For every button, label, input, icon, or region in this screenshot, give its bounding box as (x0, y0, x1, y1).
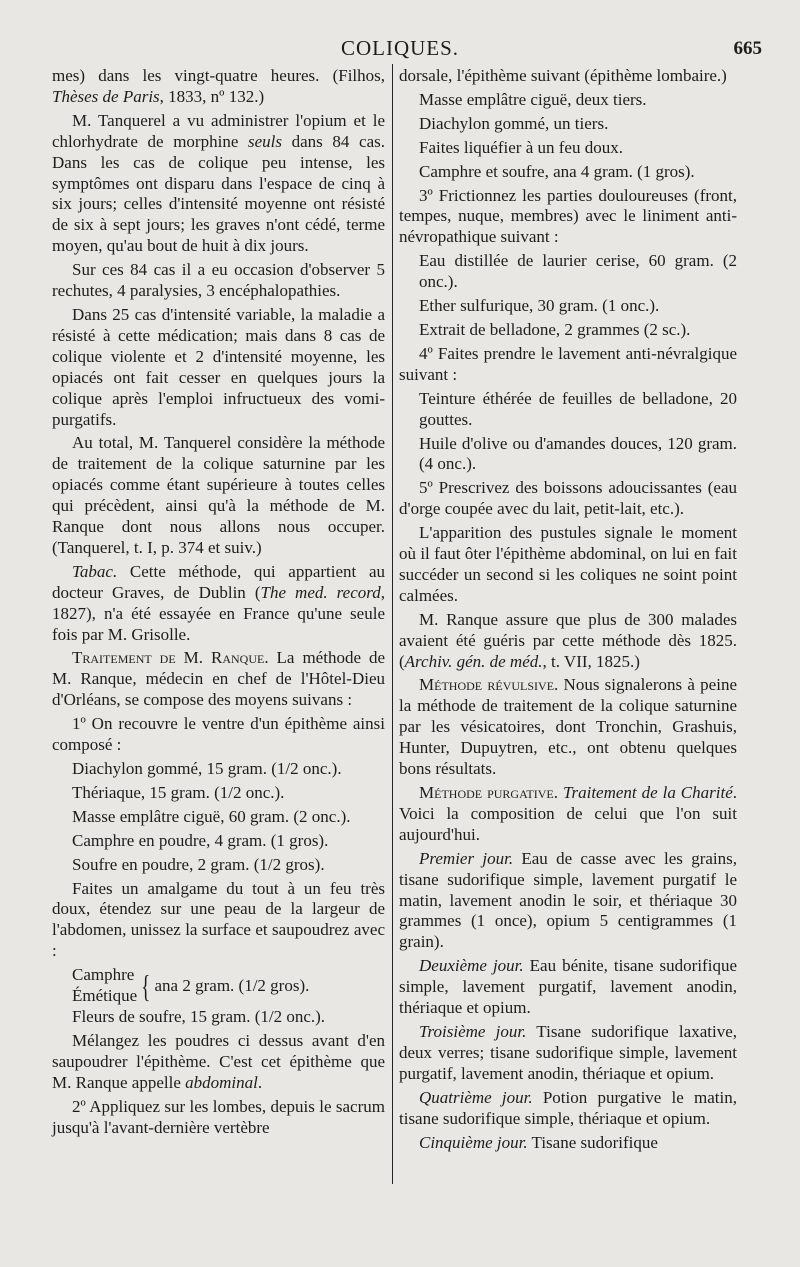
italic-text: Deuxième jour. (419, 956, 524, 976)
paragraph (52, 648, 385, 711)
text-run: 2º Appliquez sur les lombes, depuis le sacrum jusqu'à l'avant-dernière vertèbre (52, 1096, 385, 1137)
right-column (399, 66, 737, 1156)
paragraph (52, 1031, 385, 1094)
text-run: , t. VII, 1825.) (542, 651, 640, 671)
paragraph (52, 305, 385, 430)
text-run: Eau distillée de laurier cerise, 60 gram. (2 onc.). (419, 251, 737, 292)
paragraph (52, 433, 385, 558)
text-run: , 1827), n'a été essayée en France qu'une seule fois par M. Grisolle. (52, 582, 385, 644)
text-run: . Voici la composition de celui que l'on suit aujourd'hui. (399, 783, 737, 844)
recipe-line (52, 807, 385, 828)
text-run: Camphre et soufre, ana 4 gram. (1 gros). (419, 161, 695, 181)
recipe-line (52, 855, 385, 876)
text-run: Huile d'olive ou d'amandes douces, 120 gram. (4 onc.). (419, 433, 737, 474)
recipe-line (399, 114, 737, 135)
text-run: 5º Prescrivez des boissons adoucissantes (eau d'orge coupée avec du lait, petit-lait, etc.). (399, 478, 737, 519)
text-run: , 1833, nº 132.) (159, 86, 265, 106)
recipe-line (399, 251, 737, 293)
text-run: mes) dans les vingt-quatre heures. (Filhos, (52, 66, 385, 85)
italic-text: Traitement de la Charité (562, 783, 733, 802)
italic-text: Tabac. (72, 561, 118, 581)
recipe-line (399, 162, 737, 183)
text-run: Masse emplâtre ciguë, deux tiers. (419, 89, 647, 109)
smallcaps-heading: Méthode purgative. (419, 783, 558, 802)
paragraph (52, 260, 385, 302)
text-run: Tisane sudorifique laxative, deux verres; tisane sudorifique simple, lavement purgatif, lavement anodin, thériaque et opium. (399, 1021, 737, 1083)
formula-dose: ana 2 gram. (1/2 gros). (154, 975, 310, 995)
paragraph (399, 610, 737, 673)
page-header (0, 36, 800, 66)
text-run: Ether sulfurique, 30 gram. (1 onc.). (419, 296, 660, 316)
left-column (52, 66, 385, 1141)
paragraph (52, 562, 385, 646)
text-run: Potion purgative le matin, tisane sudorifique simple, thériaque et opium. (399, 1087, 737, 1128)
paragraph (52, 66, 385, 108)
paragraph (399, 186, 737, 249)
paragraph (399, 523, 737, 607)
paragraph (399, 66, 737, 87)
text-run: Eau bénite, tisane sudorifique simple, lavement purgatif, lavement anodin, thériaque et opium. (399, 956, 737, 1018)
recipe-line (399, 138, 737, 159)
smallcaps-heading: Traitement de M. Ranque. (72, 648, 269, 668)
recipe-line (52, 831, 385, 852)
paragraph (399, 956, 737, 1019)
text-run: Extrait de belladone, 2 grammes (2 sc.). (419, 319, 691, 339)
text-run: Nous signalerons à peine la méthode de traitement de la colique saturnine par les vésicatoires, dont Tronchin, Grashuis, Hunter, Dupuytren, etc., ont obtenu quelques bons résultats. (399, 675, 737, 779)
paragraph (399, 849, 737, 954)
text-run: Dans 25 cas d'intensité variable, la maladie a résisté à cette médication; mais dans 8 cas de colique violente et 2 d'intensité moyenne, les opiacés ont fait cesser en quelques jours la colique après l'emploi infructueux des vomi-purgatifs. (52, 304, 385, 429)
italic-text: Troisième jour. (419, 1021, 527, 1041)
italic-text: Cinquième jour. (419, 1132, 528, 1152)
paragraph (52, 111, 385, 257)
formula-item: Émétique (72, 986, 138, 1006)
column-divider (392, 64, 393, 1184)
text-run: M. Ranque assure que plus de 300 malades avaient été guéris par cette méthode dès 1825. ( (399, 609, 737, 671)
recipe-line (399, 320, 737, 341)
text-run: L'apparition des pustules signale le moment où il faut ôter l'épithème abdominal, on lui en fait succéder un second si les coliques ne soint point calmées. (399, 523, 737, 605)
recipe-line (399, 296, 737, 317)
paragraph (399, 783, 737, 846)
paragraph (399, 344, 737, 386)
italic-text: abdominal (185, 1072, 258, 1092)
text-run: Tisane sudorifique (527, 1132, 658, 1152)
italic-text: Premier jour. (419, 848, 514, 868)
text-run: Diachylon gommé, 15 gram. (1/2 onc.). (72, 759, 342, 778)
paragraph (52, 879, 385, 963)
text-run: Masse emplâtre ciguë, 60 gram. (2 onc.). (72, 806, 351, 826)
italic-text: Quatrième jour. (419, 1087, 533, 1107)
text-run: 1º On recouvre le ventre d'un épithème ainsi composé : (52, 714, 385, 755)
text-run: 4º Faites prendre le lavement anti-névralgique suivant : (399, 343, 737, 384)
text-run: Teinture éthérée de feuilles de belladone, 20 gouttes. (419, 388, 737, 429)
text-run: M. Tanquerel a vu administrer l'opium et le chlorhydrate de morphine (52, 110, 385, 151)
running-title: COLIQUES. (340, 36, 460, 60)
recipe-line (399, 434, 737, 476)
text-run: . (257, 1072, 263, 1092)
brace-formula (52, 965, 385, 1007)
recipe-line (52, 783, 385, 804)
italic-text: Archiv. gén. de méd. (404, 651, 543, 671)
recipe-line (52, 759, 385, 780)
text-run: Eau de casse avec les grains, tisane sudorifique simple, lavement purgatif le matin, lavement anodin le soir, et thériaque 30 grammes (1 once), opium 5 centigrammes (1 grain). (399, 848, 737, 952)
text-run: Thériaque, 15 gram. (1/2 onc.). (72, 782, 285, 802)
brace-glyph: { (141, 968, 151, 1005)
paragraph (52, 714, 385, 756)
text-run: Diachylon gommé, un tiers. (419, 113, 609, 133)
italic-text: The med. record (260, 582, 381, 602)
text-run: Faites liquéfier à un feu doux. (419, 137, 623, 157)
text-run: dans 84 cas. Dans les cas de colique peu intense, les symptômes ont disparu dans l'espace de cinq à six jours; celles d'intensité moyenne ont résisté de six à sept jours; les graves n'ont cédé, terme moyen, qu'au bout de huit à dix jours. (52, 131, 386, 256)
formula-item: Camphre (72, 965, 135, 985)
smallcaps-heading: Méthode révulsive. (419, 675, 559, 695)
recipe-line (52, 1007, 385, 1028)
text-run: Cette méthode, qui appartient au docteur Graves, de Dublin ( (52, 561, 385, 602)
text-run: dorsale, l'épithème suivant (épithème lombaire.) (399, 66, 727, 85)
paragraph (399, 1088, 737, 1130)
italic-text: Thèses de Paris (52, 86, 160, 106)
recipe-line (399, 389, 737, 431)
text-run: Mélangez les poudres ci dessus avant d'en saupoudrer l'épithème. C'est cet épithème que M. Ranque appelle (52, 1030, 385, 1092)
paragraph (399, 478, 737, 520)
page-number: 665 (733, 38, 762, 59)
text-run: Faites un amalgame du tout à un feu très doux, étendez sur une peau de la largeur de l'abdomen, unissez la surface et saupoudrez avec : (52, 878, 385, 961)
paragraph (399, 675, 737, 780)
text-run: Au total, M. Tanquerel considère la méthode de traitement de la colique saturnine par les opiacés comme étant supérieure à toutes celles qui précèdent, ainsi qu'à la méthode de M. Ranque dont nous allons nous occuper. (Tanquerel, t. I, p. 374 et suiv.) (52, 433, 385, 557)
text-run: Fleurs de soufre, 15 gram. (1/2 onc.). (72, 1006, 326, 1026)
text-run: Soufre en poudre, 2 gram. (1/2 gros). (72, 854, 325, 874)
recipe-line (399, 90, 737, 111)
italic-text: seuls (248, 131, 282, 151)
paragraph (399, 1022, 737, 1085)
paragraph (399, 1133, 737, 1154)
text-run: Sur ces 84 cas il a eu occasion d'observer 5 rechutes, 4 paralysies, 3 encéphalopathies. (52, 260, 385, 301)
text-run: La méthode de M. Ranque, médecin en chef de l'Hôtel-Dieu d'Orléans, se compose des moyens suivans : (52, 648, 386, 710)
text-run: 3º Frictionnez les parties douloureuses (front, tempes, nuque, membres) avec le liniment anti-névropathique suivant : (399, 185, 737, 247)
paragraph (52, 1097, 385, 1139)
text-run: Camphre en poudre, 4 gram. (1 gros). (72, 830, 329, 850)
